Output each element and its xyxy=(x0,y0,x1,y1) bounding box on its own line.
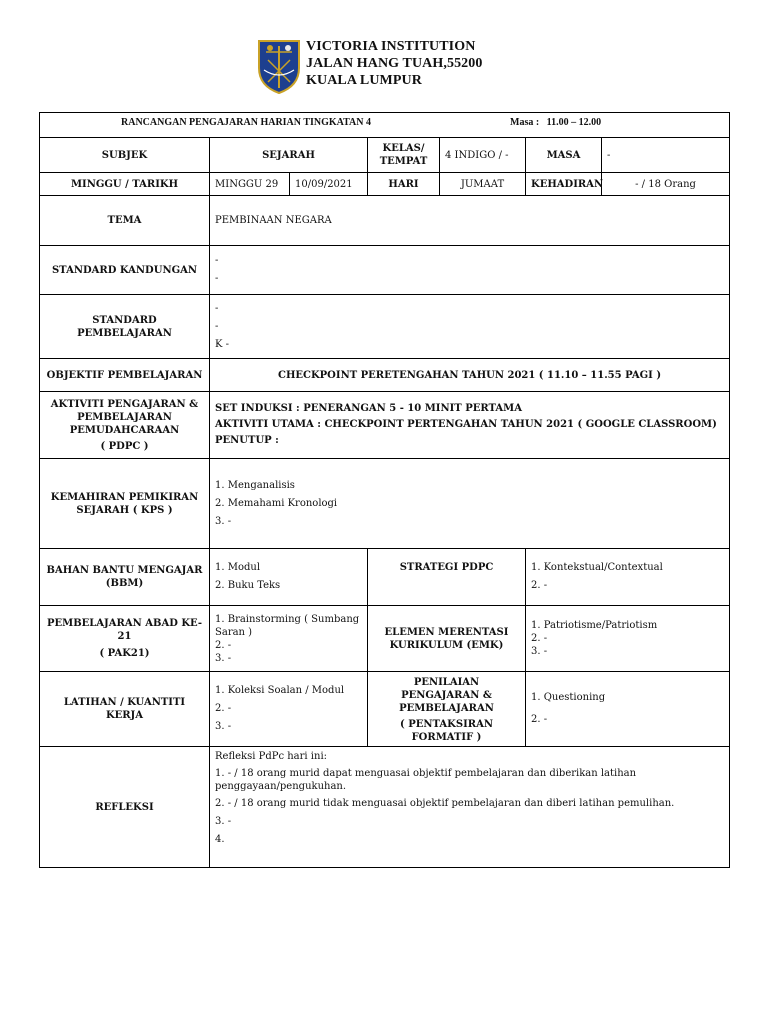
learning-standard-label: STANDARD PEMBELAJARAN xyxy=(40,295,210,359)
strategy-line: 2. - xyxy=(531,580,548,591)
activity-label xyxy=(40,392,210,459)
week-value: MINGGU 29 xyxy=(210,173,290,196)
emk-line: 3. - xyxy=(531,646,548,657)
content-standard-label: STANDARD KANDUNGAN xyxy=(40,246,210,295)
learning-standard-line: - xyxy=(215,302,219,314)
bbm-line: 1. Modul xyxy=(215,562,261,573)
activity-label-line: PEMUDAHCARAAN xyxy=(69,424,180,436)
activity-line: SET INDUKSI : PENERANGAN 5 - 10 MINIT PERTAMA xyxy=(215,403,522,414)
exercise-line: 3. - xyxy=(215,721,232,732)
kps-line: 1. Menganalisis xyxy=(215,479,295,491)
activity-line: AKTIVITI UTAMA : CHECKPOINT PERTENGAHAN TAHUN 2021 ( GOOGLE CLASSROOM) xyxy=(215,419,717,430)
school-address-line-2: KUALA LUMPUR xyxy=(306,73,422,88)
bbm-label-line: BAHAN BANTU MENGAJAR xyxy=(46,565,203,576)
lesson-plan-table xyxy=(39,112,730,868)
attendance-value: - / 18 Orang xyxy=(602,173,730,196)
emk-line: 2. - xyxy=(531,633,548,644)
school-crest-logo xyxy=(256,38,302,94)
time-label: Masa : xyxy=(510,117,540,128)
emk-label xyxy=(368,606,526,672)
kps-label xyxy=(40,459,210,549)
attendance-label: KEHADIRAN xyxy=(526,173,602,196)
plan-title: RANCANGAN PENGAJARAN HARIAN TINGKATAN 4 xyxy=(121,117,372,128)
pak21-line: 2. - xyxy=(215,639,232,651)
bbm-label xyxy=(40,549,210,606)
assessment-value xyxy=(526,672,730,747)
learning-standard-row xyxy=(40,295,730,359)
learning-standard-line: K - xyxy=(215,338,230,350)
class-value: 4 INDIGO / - xyxy=(440,138,526,173)
theme-label: TEMA xyxy=(40,196,210,246)
learning-standard-value xyxy=(210,295,730,359)
title-row xyxy=(40,113,730,138)
session-value: - xyxy=(602,138,730,173)
time-header xyxy=(510,116,601,129)
pak21-row xyxy=(40,606,730,672)
school-address-line-1: JALAN HANG TUAH,55200 xyxy=(306,56,483,71)
strategy-value xyxy=(526,549,730,606)
bbm-value xyxy=(210,549,368,606)
assessment-line: 2. - xyxy=(531,714,548,725)
content-standard-value xyxy=(210,246,730,295)
emk-label-line: ELEMEN MERENTASI xyxy=(384,626,509,638)
kps-label-line: SEJARAH ( KPS ) xyxy=(76,504,173,516)
exercise-row xyxy=(40,672,730,747)
activity-label-line: PEMBELAJARAN xyxy=(77,411,172,423)
objective-label: OBJEKTIF PEMBELAJARAN xyxy=(40,359,210,392)
exercise-line: 1. Koleksi Soalan / Modul xyxy=(215,685,345,696)
bbm-row xyxy=(40,549,730,606)
objective-row xyxy=(40,359,730,392)
assessment-label-line: PENILAIAN PENGAJARAN & xyxy=(401,677,492,701)
pak21-label-line: PEMBELAJARAN ABAD KE-21 xyxy=(46,618,203,642)
school-name: VICTORIA INSTITUTION xyxy=(306,39,476,54)
activity-value xyxy=(210,392,730,459)
reflection-label: REFLEKSI xyxy=(40,747,210,868)
assessment-line: 1. Questioning xyxy=(531,692,606,703)
emk-value xyxy=(526,606,730,672)
assessment-label-line: ( PENTAKSIRAN FORMATIF ) xyxy=(400,719,493,743)
subject-value: SEJARAH xyxy=(210,138,368,173)
school-name-block xyxy=(306,38,482,89)
subject-row xyxy=(40,138,730,173)
title-cell xyxy=(40,113,730,138)
kps-row xyxy=(40,459,730,549)
day-label: HARI xyxy=(368,173,440,196)
bbm-line: 2. Buku Teks xyxy=(215,580,281,591)
activity-label-line: ( PDPC ) xyxy=(100,440,149,452)
emk-line: 1. Patriotisme/Patriotism xyxy=(531,620,658,631)
reflection-value xyxy=(210,747,730,868)
reflection-heading: Refleksi PdPc hari ini: xyxy=(215,751,328,762)
kps-value xyxy=(210,459,730,549)
week-row xyxy=(40,173,730,196)
date-value: 10/09/2021 xyxy=(290,173,368,196)
pak21-value xyxy=(210,606,368,672)
reflection-line: 4. xyxy=(215,834,225,845)
pak21-label-line: ( PAK21) xyxy=(99,648,150,659)
pak21-label xyxy=(40,606,210,672)
activity-label-line: AKTIVITI PENGAJARAN & xyxy=(50,398,199,410)
pak21-line: 3. - xyxy=(215,652,232,664)
exercise-label: LATIHAN / KUANTITI KERJA xyxy=(40,672,210,747)
reflection-line: 2. - / 18 orang murid tidak menguasai objektif pembelajaran dan diberi latihan pemulihan. xyxy=(215,798,675,809)
pak21-line: 1. Brainstorming ( Sumbang Saran ) xyxy=(215,613,360,638)
reflection-row xyxy=(40,747,730,868)
kps-line: 2. Memahami Kronologi xyxy=(215,497,338,509)
theme-row xyxy=(40,196,730,246)
theme-value: PEMBINAAN NEGARA xyxy=(210,196,730,246)
activity-row xyxy=(40,392,730,459)
exercise-line: 2. - xyxy=(215,703,232,714)
strategy-line: 1. Kontekstual/Contextual xyxy=(531,562,663,573)
session-label: MASA xyxy=(526,138,602,173)
subject-label: SUBJEK xyxy=(40,138,210,173)
objective-value: CHECKPOINT PERETENGAHAN TAHUN 2021 ( 11.10 – 11.55 PAGI ) xyxy=(210,359,730,392)
content-standard-line: - xyxy=(215,273,219,284)
reflection-line: 1. - / 18 orang murid dapat menguasai objektif pembelajaran dan diberikan latihan penggayaan/pengukuhan. xyxy=(215,768,637,792)
content-standard-row xyxy=(40,246,730,295)
week-label: MINGGU / TARIKH xyxy=(40,173,210,196)
learning-standard-line: - xyxy=(215,320,219,332)
activity-line: PENUTUP : xyxy=(215,435,279,446)
exercise-value xyxy=(210,672,368,747)
strategy-label: STRATEGI PDPC xyxy=(368,549,526,606)
class-label: KELAS/ TEMPAT xyxy=(368,138,440,173)
kps-line: 3. - xyxy=(215,515,232,527)
day-value: JUMAAT xyxy=(440,173,526,196)
reflection-line: 3. - xyxy=(215,816,232,827)
kps-label-line: KEMAHIRAN PEMIKIRAN xyxy=(50,491,199,503)
assessment-label xyxy=(368,672,526,747)
time-value: 11.00 – 12.00 xyxy=(546,117,602,128)
assessment-label-line: PEMBELAJARAN xyxy=(399,703,494,714)
content-standard-line: - xyxy=(215,255,219,266)
emk-label-line: KURIKULUM (EMK) xyxy=(389,639,504,651)
bbm-label-line: (BBM) xyxy=(105,578,144,589)
